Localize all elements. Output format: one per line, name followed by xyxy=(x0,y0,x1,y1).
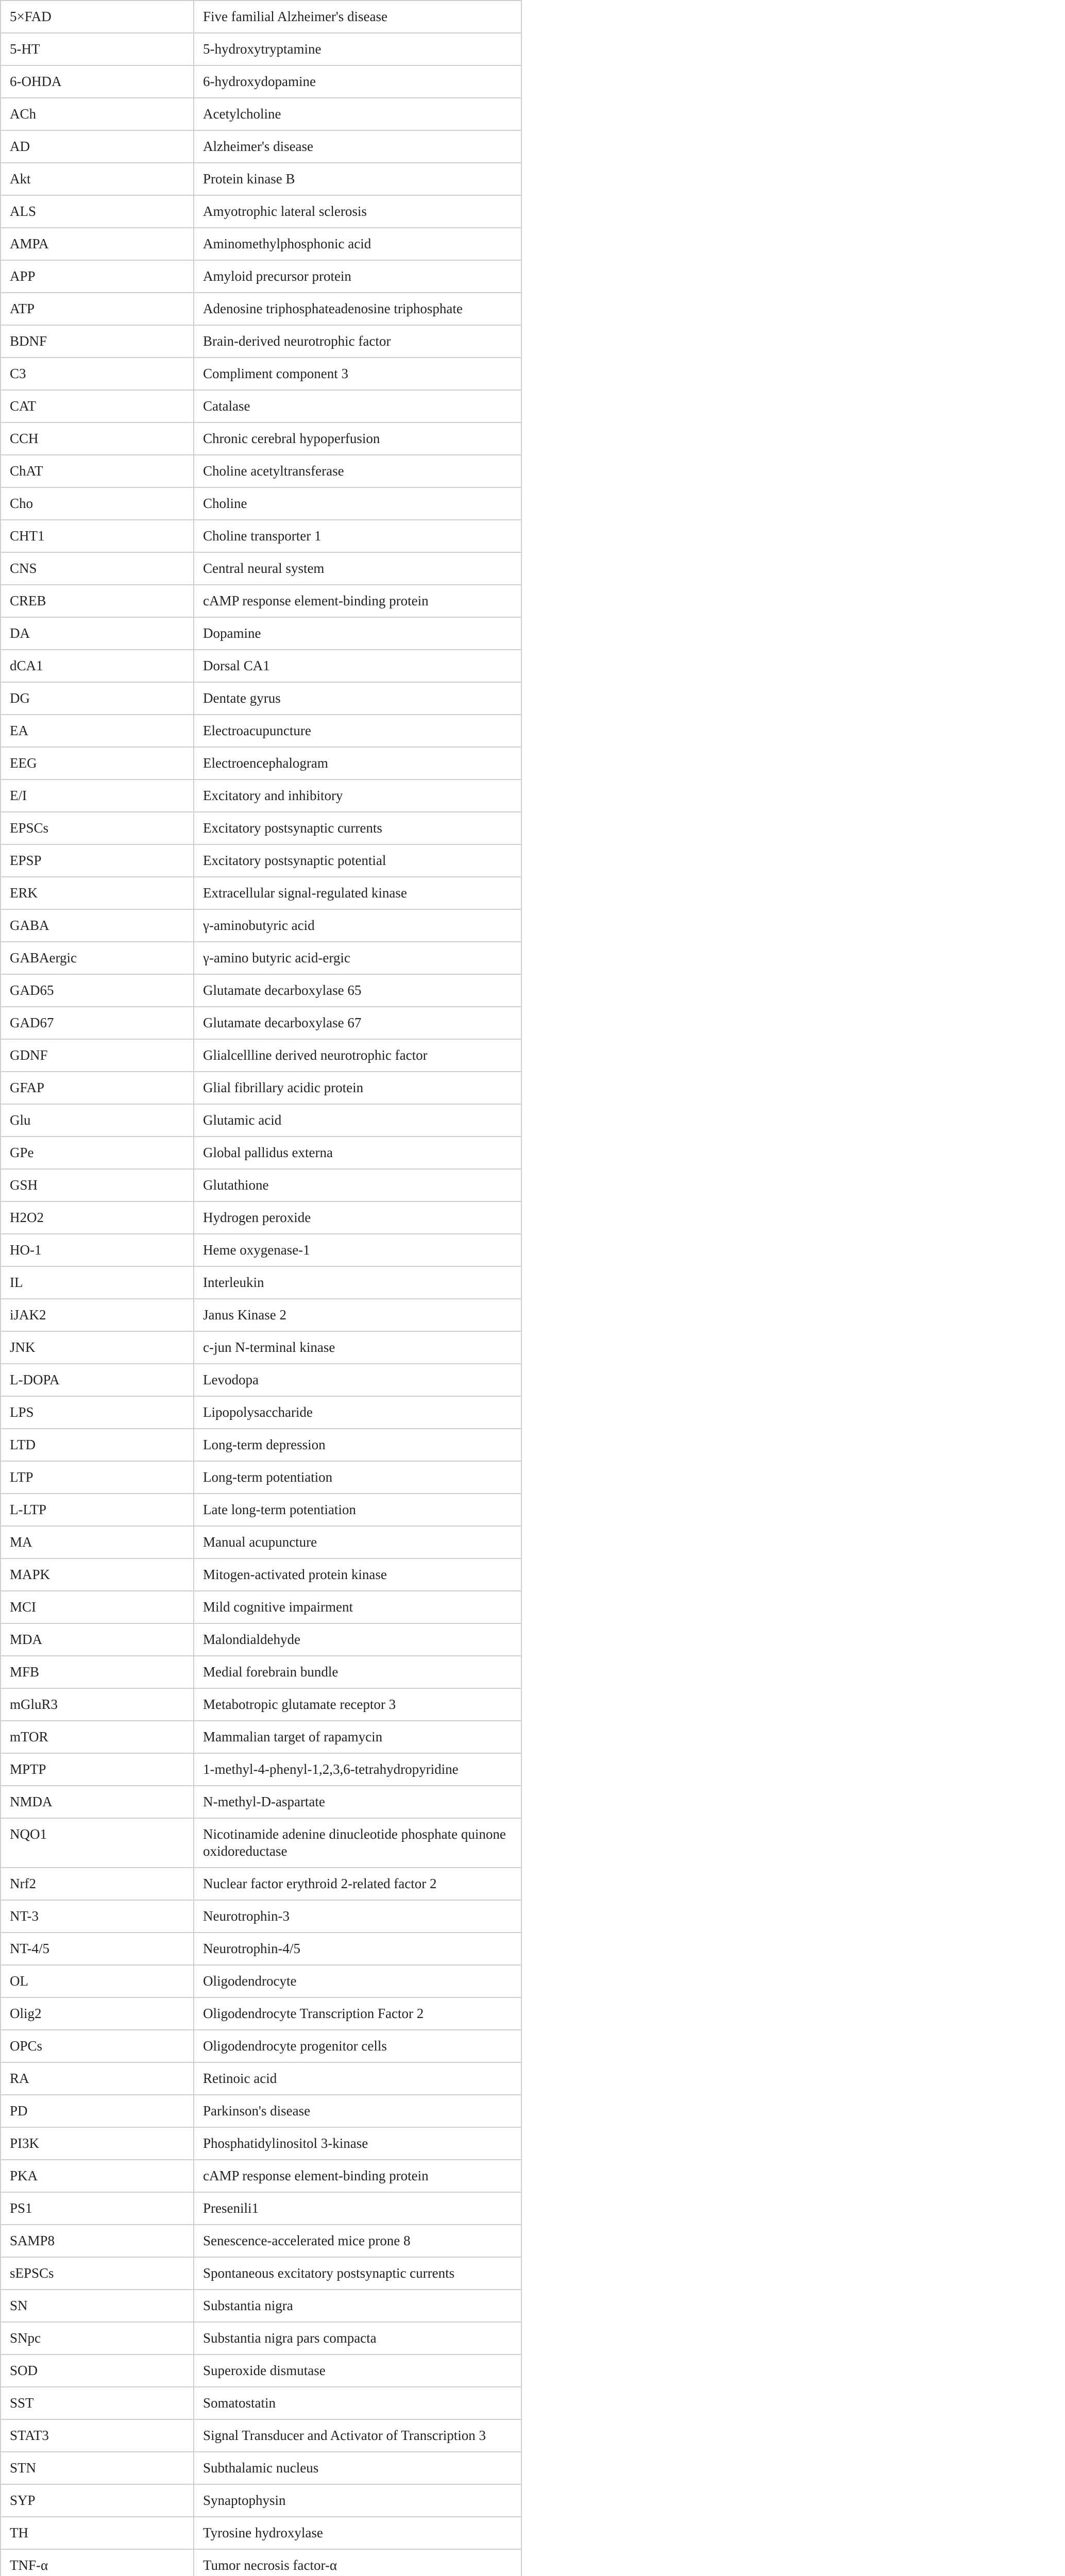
abbreviation-cell: PI3K xyxy=(1,2127,194,2160)
table-row xyxy=(1,390,521,422)
table-row xyxy=(1,1396,521,1429)
definition-cell: Adenosine triphosphateadenosine triphosphate xyxy=(194,293,521,325)
abbreviation-cell: STN xyxy=(1,2452,194,2484)
definition-cell: N-methyl-D-aspartate xyxy=(194,1786,521,1818)
table-row xyxy=(1,1656,521,1688)
definition-cell: 1-methyl-4-phenyl-1,2,3,6-tetrahydropyridine xyxy=(194,1753,521,1786)
table-row xyxy=(1,2062,521,2095)
abbreviation-cell: IL xyxy=(1,1266,194,1299)
definition-cell: c-jun N-terminal kinase xyxy=(194,1331,521,1364)
definition-cell: Excitatory postsynaptic currents xyxy=(194,812,521,844)
definition-cell: Mild cognitive impairment xyxy=(194,1591,521,1623)
abbreviation-cell: AMPA xyxy=(1,228,194,260)
table-row xyxy=(1,2225,521,2257)
abbreviation-cell: ACh xyxy=(1,98,194,130)
table-row xyxy=(1,2387,521,2419)
abbreviation-cell: OPCs xyxy=(1,2030,194,2062)
table-row xyxy=(1,1786,521,1818)
definition-cell: Metabotropic glutamate receptor 3 xyxy=(194,1688,521,1721)
abbreviation-cell: LTD xyxy=(1,1429,194,1461)
abbreviation-cell: PS1 xyxy=(1,2192,194,2225)
definition-cell: Tumor necrosis factor-α xyxy=(194,2549,521,2576)
table-row xyxy=(1,1201,521,1234)
definition-cell: Senescence-accelerated mice prone 8 xyxy=(194,2225,521,2257)
abbreviation-cell: C3 xyxy=(1,358,194,390)
abbreviation-cell: Glu xyxy=(1,1104,194,1137)
definition-cell: cAMP response element-binding protein xyxy=(194,585,521,617)
table-row xyxy=(1,98,521,130)
abbreviation-cell: SST xyxy=(1,2387,194,2419)
table-row xyxy=(1,877,521,909)
table-row xyxy=(1,1461,521,1494)
definition-cell: Electroacupuncture xyxy=(194,715,521,747)
table-row xyxy=(1,2517,521,2549)
abbreviation-cell: mTOR xyxy=(1,1721,194,1753)
abbreviation-cell: ATP xyxy=(1,293,194,325)
definition-cell: 6-hydroxydopamine xyxy=(194,65,521,98)
abbreviation-cell: DG xyxy=(1,682,194,715)
abbreviation-cell: PD xyxy=(1,2095,194,2127)
definition-cell: Tyrosine hydroxylase xyxy=(194,2517,521,2549)
table-row xyxy=(1,715,521,747)
abbreviation-cell: NQO1 xyxy=(1,1818,194,1868)
definition-cell: Phosphatidylinositol 3-kinase xyxy=(194,2127,521,2160)
table-row xyxy=(1,909,521,942)
definition-cell: cAMP response element-binding protein xyxy=(194,2160,521,2192)
abbreviation-cell: MDA xyxy=(1,1623,194,1656)
definition-cell: Global pallidus externa xyxy=(194,1137,521,1169)
abbreviation-cell: GABA xyxy=(1,909,194,942)
definition-cell: Alzheimer's disease xyxy=(194,130,521,163)
definition-cell: Protein kinase B xyxy=(194,163,521,195)
definition-cell: Synaptophysin xyxy=(194,2484,521,2517)
table-row xyxy=(1,487,521,520)
abbreviation-cell: GPe xyxy=(1,1137,194,1169)
table-row xyxy=(1,422,521,455)
table-row xyxy=(1,1039,521,1072)
abbreviation-cell: TH xyxy=(1,2517,194,2549)
abbreviation-cell: sEPSCs xyxy=(1,2257,194,2290)
table-row xyxy=(1,1688,521,1721)
table-row xyxy=(1,163,521,195)
table-row xyxy=(1,2484,521,2517)
abbreviations-table xyxy=(0,0,522,2576)
definition-cell: Presenili1 xyxy=(194,2192,521,2225)
table-row xyxy=(1,1494,521,1526)
definition-cell: Substantia nigra pars compacta xyxy=(194,2322,521,2354)
abbreviation-cell: GFAP xyxy=(1,1072,194,1104)
abbreviation-cell: L-LTP xyxy=(1,1494,194,1526)
table-row xyxy=(1,1753,521,1786)
table-row xyxy=(1,2160,521,2192)
definition-cell: Nuclear factor erythroid 2-related factor 2 xyxy=(194,1868,521,1900)
abbreviation-cell: HO-1 xyxy=(1,1234,194,1266)
table-row xyxy=(1,2127,521,2160)
definition-cell: Excitatory postsynaptic potential xyxy=(194,844,521,877)
table-row xyxy=(1,1965,521,1997)
table-row xyxy=(1,2095,521,2127)
abbreviation-cell: SOD xyxy=(1,2354,194,2387)
table-row xyxy=(1,1266,521,1299)
table-row xyxy=(1,974,521,1007)
definition-cell: Glutamate decarboxylase 67 xyxy=(194,1007,521,1039)
abbreviation-cell: SNpc xyxy=(1,2322,194,2354)
table-row xyxy=(1,844,521,877)
table-row xyxy=(1,260,521,293)
table-row xyxy=(1,1818,521,1868)
abbreviation-cell: GABAergic xyxy=(1,942,194,974)
table-row xyxy=(1,325,521,358)
table-row xyxy=(1,2549,521,2576)
definition-cell: Central neural system xyxy=(194,552,521,585)
abbreviation-cell: APP xyxy=(1,260,194,293)
definition-cell: Signal Transducer and Activator of Transcription 3 xyxy=(194,2419,521,2452)
table-row xyxy=(1,228,521,260)
abbreviation-cell: OL xyxy=(1,1965,194,1997)
table-row xyxy=(1,1591,521,1623)
table-row xyxy=(1,1721,521,1753)
abbreviation-cell: iJAK2 xyxy=(1,1299,194,1331)
abbreviation-cell: CREB xyxy=(1,585,194,617)
table-row xyxy=(1,2419,521,2452)
definition-cell: Long-term depression xyxy=(194,1429,521,1461)
definition-cell: Dopamine xyxy=(194,617,521,650)
definition-cell: Lipopolysaccharide xyxy=(194,1396,521,1429)
abbreviation-cell: SN xyxy=(1,2290,194,2322)
definition-cell: Nicotinamide adenine dinucleotide phosphate quinone oxidoreductase xyxy=(194,1818,521,1868)
abbreviation-cell: mGluR3 xyxy=(1,1688,194,1721)
definition-cell: Five familial Alzheimer's disease xyxy=(194,1,521,33)
table-row xyxy=(1,617,521,650)
definition-cell: Malondialdehyde xyxy=(194,1623,521,1656)
definition-cell: Late long-term potentiation xyxy=(194,1494,521,1526)
table-row xyxy=(1,2354,521,2387)
definition-cell: Hydrogen peroxide xyxy=(194,1201,521,1234)
definition-cell: Choline acetyltransferase xyxy=(194,455,521,487)
abbreviation-cell: NT-3 xyxy=(1,1900,194,1933)
abbreviation-cell: EPSP xyxy=(1,844,194,877)
abbreviation-cell: ALS xyxy=(1,195,194,228)
abbreviation-cell: MFB xyxy=(1,1656,194,1688)
definition-cell: Heme oxygenase-1 xyxy=(194,1234,521,1266)
table-row xyxy=(1,552,521,585)
table-row xyxy=(1,2290,521,2322)
table-row xyxy=(1,1623,521,1656)
definition-cell: Choline xyxy=(194,487,521,520)
abbreviation-cell: BDNF xyxy=(1,325,194,358)
table-row xyxy=(1,2257,521,2290)
table-row xyxy=(1,1558,521,1591)
table-row xyxy=(1,1007,521,1039)
abbreviation-cell: MA xyxy=(1,1526,194,1558)
table-row xyxy=(1,1933,521,1965)
abbreviation-cell: CAT xyxy=(1,390,194,422)
definition-cell: Electroencephalogram xyxy=(194,747,521,779)
table-row xyxy=(1,650,521,682)
abbreviation-cell: EA xyxy=(1,715,194,747)
definition-cell: Brain-derived neurotrophic factor xyxy=(194,325,521,358)
table-row xyxy=(1,1299,521,1331)
abbreviation-cell: SYP xyxy=(1,2484,194,2517)
definition-cell: Substantia nigra xyxy=(194,2290,521,2322)
abbreviation-cell: ERK xyxy=(1,877,194,909)
abbreviation-cell: L-DOPA xyxy=(1,1364,194,1396)
abbreviation-cell: DA xyxy=(1,617,194,650)
definition-cell: Extracellular signal-regulated kinase xyxy=(194,877,521,909)
table-row xyxy=(1,195,521,228)
table-row xyxy=(1,1900,521,1933)
table-row xyxy=(1,2322,521,2354)
abbreviation-cell: MCI xyxy=(1,1591,194,1623)
definition-cell: γ-amino butyric acid-ergic xyxy=(194,942,521,974)
abbreviation-cell: JNK xyxy=(1,1331,194,1364)
definition-cell: Glutamate decarboxylase 65 xyxy=(194,974,521,1007)
table-row xyxy=(1,747,521,779)
abbreviation-cell: Akt xyxy=(1,163,194,195)
abbreviation-cell: NT-4/5 xyxy=(1,1933,194,1965)
definition-cell: Medial forebrain bundle xyxy=(194,1656,521,1688)
definition-cell: Glial fibrillary acidic protein xyxy=(194,1072,521,1104)
table-row xyxy=(1,1104,521,1137)
table-row xyxy=(1,65,521,98)
abbreviation-cell: MPTP xyxy=(1,1753,194,1786)
abbreviation-cell: CCH xyxy=(1,422,194,455)
definition-cell: Chronic cerebral hypoperfusion xyxy=(194,422,521,455)
abbreviation-cell: MAPK xyxy=(1,1558,194,1591)
table-row xyxy=(1,358,521,390)
table-row xyxy=(1,1526,521,1558)
abbreviation-cell: EEG xyxy=(1,747,194,779)
abbreviation-cell: GSH xyxy=(1,1169,194,1201)
table-row xyxy=(1,1364,521,1396)
definition-cell: Glutamic acid xyxy=(194,1104,521,1137)
abbreviation-cell: LPS xyxy=(1,1396,194,1429)
table-row xyxy=(1,1169,521,1201)
abbreviation-cell: RA xyxy=(1,2062,194,2095)
table-row xyxy=(1,812,521,844)
definition-cell: Interleukin xyxy=(194,1266,521,1299)
abbreviation-cell: SAMP8 xyxy=(1,2225,194,2257)
table-row xyxy=(1,1429,521,1461)
table-row xyxy=(1,1331,521,1364)
abbreviation-cell: AD xyxy=(1,130,194,163)
abbreviation-cell: STAT3 xyxy=(1,2419,194,2452)
definition-cell: Spontaneous excitatory postsynaptic currents xyxy=(194,2257,521,2290)
definition-cell: Oligodendrocyte Transcription Factor 2 xyxy=(194,1997,521,2030)
abbreviation-cell: LTP xyxy=(1,1461,194,1494)
definition-cell: Manual acupuncture xyxy=(194,1526,521,1558)
definition-cell: Oligodendrocyte xyxy=(194,1965,521,1997)
abbreviation-cell: 6-OHDA xyxy=(1,65,194,98)
definition-cell: Dentate gyrus xyxy=(194,682,521,715)
definition-cell: Mammalian target of rapamycin xyxy=(194,1721,521,1753)
definition-cell: Glutathione xyxy=(194,1169,521,1201)
abbreviation-cell: CNS xyxy=(1,552,194,585)
definition-cell: Neurotrophin-3 xyxy=(194,1900,521,1933)
abbreviation-cell: Cho xyxy=(1,487,194,520)
abbreviation-cell: NMDA xyxy=(1,1786,194,1818)
definition-cell: Mitogen-activated protein kinase xyxy=(194,1558,521,1591)
abbreviation-cell: CHT1 xyxy=(1,520,194,552)
definition-cell: Levodopa xyxy=(194,1364,521,1396)
definition-cell: Aminomethylphosphonic acid xyxy=(194,228,521,260)
table-row xyxy=(1,1,521,33)
abbreviation-cell: Nrf2 xyxy=(1,1868,194,1900)
abbreviation-cell: EPSCs xyxy=(1,812,194,844)
definition-cell: Long-term potentiation xyxy=(194,1461,521,1494)
table-row xyxy=(1,1072,521,1104)
abbreviation-cell: GDNF xyxy=(1,1039,194,1072)
definition-cell: 5-hydroxytryptamine xyxy=(194,33,521,65)
definition-cell: Glialcellline derived neurotrophic factor xyxy=(194,1039,521,1072)
definition-cell: Compliment component 3 xyxy=(194,358,521,390)
abbreviation-cell: dCA1 xyxy=(1,650,194,682)
abbreviation-cell: Olig2 xyxy=(1,1997,194,2030)
definition-cell: Parkinson's disease xyxy=(194,2095,521,2127)
table-row xyxy=(1,130,521,163)
table-row xyxy=(1,942,521,974)
abbreviation-cell: PKA xyxy=(1,2160,194,2192)
table-row xyxy=(1,779,521,812)
abbreviation-cell: H2O2 xyxy=(1,1201,194,1234)
definition-cell: Catalase xyxy=(194,390,521,422)
table-row xyxy=(1,1868,521,1900)
abbreviation-cell: 5-HT xyxy=(1,33,194,65)
definition-cell: Amyloid precursor protein xyxy=(194,260,521,293)
definition-cell: Superoxide dismutase xyxy=(194,2354,521,2387)
abbreviation-cell: GAD67 xyxy=(1,1007,194,1039)
table-row xyxy=(1,1997,521,2030)
table-row xyxy=(1,293,521,325)
definition-cell: γ-aminobutyric acid xyxy=(194,909,521,942)
definition-cell: Subthalamic nucleus xyxy=(194,2452,521,2484)
table-row xyxy=(1,33,521,65)
table-row xyxy=(1,585,521,617)
definition-cell: Neurotrophin-4/5 xyxy=(194,1933,521,1965)
definition-cell: Janus Kinase 2 xyxy=(194,1299,521,1331)
definition-cell: Excitatory and inhibitory xyxy=(194,779,521,812)
table-row xyxy=(1,1137,521,1169)
definition-cell: Somatostatin xyxy=(194,2387,521,2419)
table-row xyxy=(1,2192,521,2225)
abbreviation-cell: GAD65 xyxy=(1,974,194,1007)
definition-cell: Dorsal CA1 xyxy=(194,650,521,682)
abbreviation-cell: 5×FAD xyxy=(1,1,194,33)
abbreviation-cell: ChAT xyxy=(1,455,194,487)
table-row xyxy=(1,455,521,487)
definition-cell: Acetylcholine xyxy=(194,98,521,130)
abbreviation-cell: TNF-α xyxy=(1,2549,194,2576)
definition-cell: Retinoic acid xyxy=(194,2062,521,2095)
definition-cell: Oligodendrocyte progenitor cells xyxy=(194,2030,521,2062)
table-row xyxy=(1,2452,521,2484)
abbreviation-cell: E/I xyxy=(1,779,194,812)
table-row xyxy=(1,682,521,715)
definition-cell: Amyotrophic lateral sclerosis xyxy=(194,195,521,228)
table-row xyxy=(1,2030,521,2062)
abbreviations-table-body xyxy=(1,1,521,2576)
table-row xyxy=(1,1234,521,1266)
table-row xyxy=(1,520,521,552)
definition-cell: Choline transporter 1 xyxy=(194,520,521,552)
